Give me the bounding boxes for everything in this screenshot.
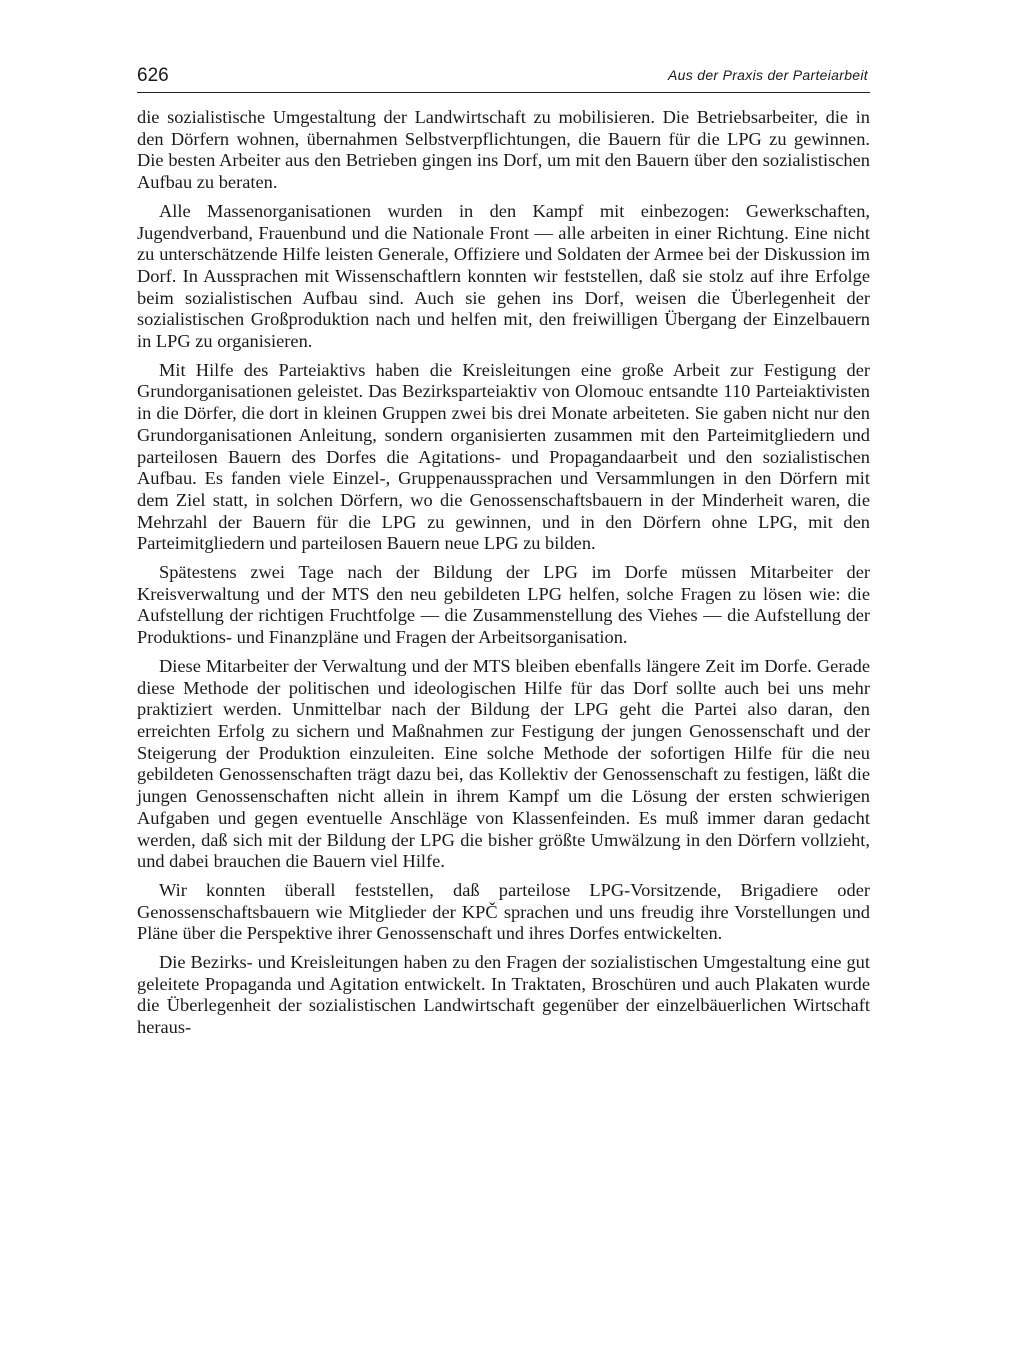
paragraph-7: Die Bezirks- und Kreisleitungen haben zu den Fragen der sozialistischen Umgestaltung eine gut geleitete Propaganda und Agitation entwickelt. In Traktaten, Broschüren und auch Plakaten wurde die Überlegenheit der sozialistischen Landwirtschaft gegenüber der einzelbäuerlichen Wirtschaft heraus- — [137, 952, 870, 1038]
body-text — [137, 107, 870, 1039]
paragraph-5: Diese Mitarbeiter der Verwaltung und der MTS bleiben ebenfalls längere Zeit im Dorfe. Gerade diese Methode der politischen und ideologischen Hilfe für das Dorf sollte auch bei uns mehr praktiziert werden. Unmittelbar nach der Bildung der LPG geht die Partei also daran, den erreichten Erfolg zu sichern und Maßnahmen zur Festigung der jungen Genossenschaft und der Steigerung der Produktion einzuleiten. Eine solche Methode der sofortigen Hilfe für die neu gebildeten Genossenschaften trägt dazu bei, das Kollektiv der Genossenschaft zu festigen, läßt die jungen Genossenschaften nicht allein in ihrem Kampf um die Lösung der ersten schwierigen Aufgaben und gegen eventuelle Anschläge von Klassenfeinden. Es muß immer daran gedacht werden, daß sich mit der Bildung der LPG die bisher größte Umwälzung in den Dörfern vollzieht, und dabei brauchen die Bauern viel Hilfe. — [137, 655, 870, 872]
page-number: 626 — [137, 65, 169, 86]
book-page — [137, 62, 870, 1046]
paragraph-6: Wir konnten überall feststellen, daß parteilose LPG-Vorsitzende, Brigadiere oder Genossenschaftsbauern wie Mitglieder der KPČ sprachen und uns freudig ihre Vorstellungen und Pläne über die Perspektive ihrer Genossenschaft und ihres Dorfes entwickelten. — [137, 879, 870, 944]
paragraph-4: Spätestens zwei Tage nach der Bildung der LPG im Dorfe müssen Mitarbeiter der Kreisverwaltung und der MTS den neu gebildeten LPG helfen, solche Fragen zu lösen wie: die Aufstellung der richtigen Fruchtfolge — die Zusammenstellung des Viehes — die Aufstellung der Produktions- und Finanzpläne und Fragen der Arbeitsorganisation. — [137, 562, 870, 648]
paragraph-2: Alle Massenorganisationen wurden in den Kampf mit einbezogen: Gewerkschaften, Jugendverband, Frauenbund und die Nationale Front — alle arbeiten in einer Richtung. Eine nicht zu unterschätzende Hilfe leisten Generale, Offiziere und Soldaten der Armee bei der Diskussion im Dorf. In Aussprachen mit Wissenschaftlern konnten wir feststellen, daß sie stolz auf ihre Erfolge beim sozialistischen Aufbau sind. Auch sie gehen ins Dorf, weisen die Überlegenheit der sozialistischen Großproduktion nach und helfen mit, den freiwilligen Übergang der Einzelbauern in LPG zu organisieren. — [137, 200, 870, 352]
paragraph-1: die sozialistische Umgestaltung der Landwirtschaft zu mobilisieren. Die Betriebsarbeiter, die in den Dörfern wohnen, übernahmen Selbstverpflichtungen, die Bauern für die LPG zu gewinnen. Die besten Arbeiter aus den Betrieben gingen ins Dorf, um mit den Bauern über den sozialistischen Aufbau zu beraten. — [137, 107, 870, 193]
paragraph-3: Mit Hilfe des Parteiaktivs haben die Kreisleitungen eine große Arbeit zur Festigung der Grundorganisationen geleistet. Das Bezirksparteiaktiv von Olomouc entsandte 110 Parteiaktivisten in die Dörfer, die dort in kleinen Gruppen zwei bis drei Monate arbeiteten. Sie gaben nicht nur den Grundorganisationen Anleitung, sondern organisierten zusammen mit den Parteimitgliedern und parteilosen Bauern des Dorfes die Agitations- und Propagandaarbeit und den sozialistischen Aufbau. Es fanden viele Einzel-, Gruppenaussprachen und Versammlungen in den Dörfern mit dem Ziel statt, in solchen Dörfern, wo die Genossenschaftsbauern in der Minderheit waren, die Mehrzahl der Bauern für die LPG zu gewinnen, und in den Dörfern ohne LPG, mit den Parteimitgliedern und parteilosen Bauern neue LPG zu bilden. — [137, 359, 870, 554]
running-head: Aus der Praxis der Parteiarbeit — [668, 67, 868, 83]
page-header — [137, 62, 870, 93]
